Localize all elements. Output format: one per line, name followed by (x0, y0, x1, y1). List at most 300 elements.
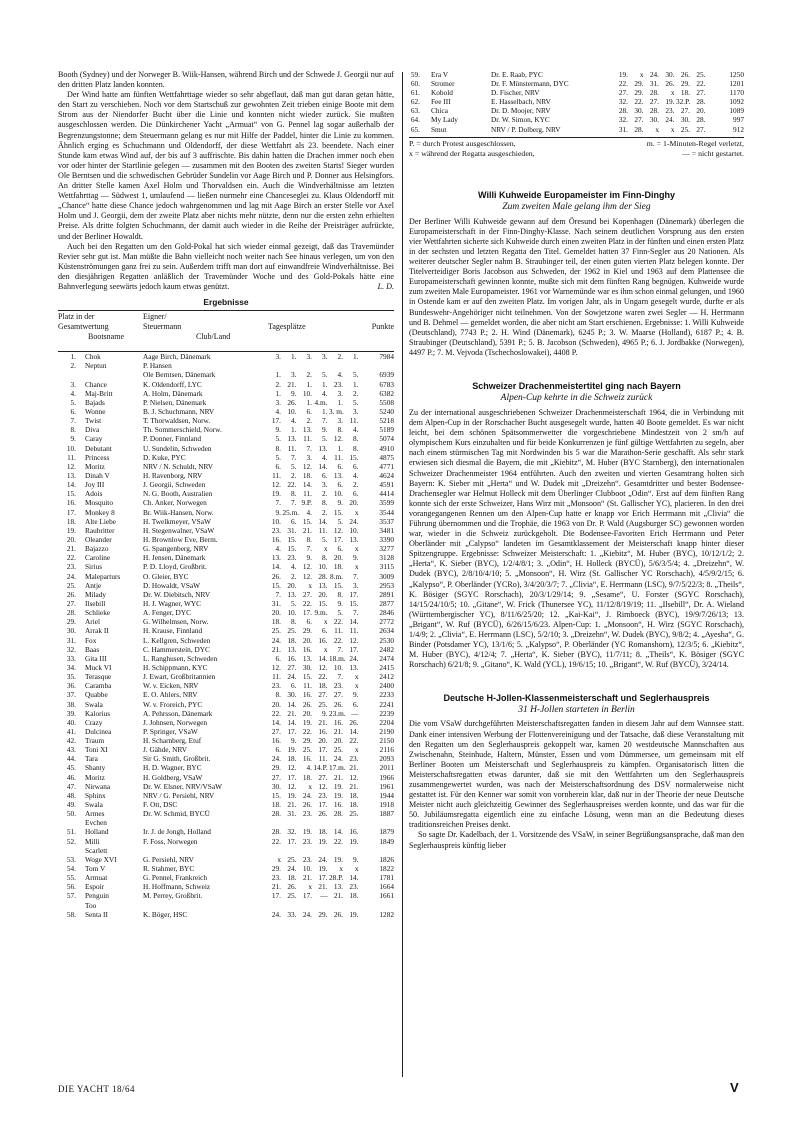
owner-cell: O. Gleier, BYC (143, 571, 189, 581)
day-place-cell: 22. (333, 836, 343, 846)
rank-cell: 51. (66, 827, 76, 837)
day-place-cell: 19. (349, 909, 359, 919)
owner-cell: NRV / G. Persiehl, NRV (143, 790, 215, 800)
rank-cell: 31. (66, 635, 76, 645)
day-place-cell: 15. (333, 580, 343, 590)
table-row (58, 727, 394, 736)
day-place-cell: 5. (337, 516, 343, 526)
table-row (58, 599, 394, 608)
day-place-cell: 30. (302, 662, 312, 672)
points-cell: 1826 (379, 854, 394, 864)
table-row (58, 572, 394, 581)
day-place-cell: 11. (287, 443, 297, 453)
day-place-cell: 5. (322, 534, 328, 544)
day-place-cell: 5. (322, 434, 328, 444)
owner-cell: Dr. W. Simon, KYC (491, 115, 550, 125)
day-place-cell: 7. (337, 644, 343, 654)
boat-name-cell: Stromer (431, 79, 455, 89)
owner-cell: D. Fischer, NRV (491, 88, 540, 98)
rank-cell: 9. (70, 434, 76, 444)
rank-cell: 28. (66, 608, 76, 618)
day-place-cell: 3. (337, 416, 343, 426)
rank-cell: 56. (66, 882, 76, 892)
owner-cell: Ch. Anker, Norwegen (143, 498, 207, 508)
header-eigner: Eigner/ (143, 312, 167, 322)
day-place-cell: 26. (318, 809, 328, 819)
day-place-cell: 15. (302, 672, 312, 682)
day-place-cell: 9. (275, 507, 281, 517)
day-place-cell: 12. (271, 662, 281, 672)
day-place-cell: 17.m. (329, 763, 346, 773)
day-place-cell: 4. (275, 407, 281, 416)
day-place-cell: 19. (287, 790, 297, 800)
day-place-cell: x (323, 617, 328, 627)
schweizer-body: Zu der international ausgeschriebenen Schweizer Drachenmeisterschaft 1964, die in Verbindung mit dem Alpen-Cup in der Rorschacher Bucht ausgesegelt wurde, hatten 40 Boote gemeldet. Es war nicht leicht, bei dem schönen Spätsommerwetter die vorgeschriebene Mindestzeit von 2 sm/h auf olympischem Kurs einzuhalten und für beide Konkurrenzen je fünf gültige Wettfahrten zu segeln, aber nach einem stürmischen Tag mit Nordwinden bis 5 war die Marathon-Serie geschafft. Als sehr stark erwiesen sich diesmal die Bayern, die mit „Kiebitz“, M. Huber (BYC Starnberg), den internationalen Schweizer Drachenmeister 1964 entführten. Auch den zweiten und vierten Gesamtrang holten sich Bayern: K. Sieber mit „Herta“ und W. Dudek mit „Dreizehn“. Gesamtdritter und bester Bodensee-Drachensegler war Helmut Holleck mit dem Überlinger Clubboot „Odin“. Erst auf dem fünften Rang konnte sich der erste Schweizer, Hans Wirz mit „Monsoon“ (St. Gallischer YC), placieren. In den drei vorangegangenen Rennen um den Alpen-Cup hatte er knapp vor Erich Herrmann mit „Clivia“ die Führung übernommen und die Trophäe, die 1963 von Dr. P. Wald (Augsburger SC) gewonnen worden war, wieder in die Schweiz zurückgeholt. Die Bodensee-Favoriten Erich Herrmann und Peter Oberländer mit „Calypso“ landeten im Gesamtklassement der Meisterschaft knapp hinter dieser Spitzengruppe. Ergebnisse: Schweizer Meisterschaft: 1. „Kiebitz“, M. Huber (BYC), 10/12/1/2; 2. „Herta“, K. Sieber (BYC), 1/2/4/8/1; 3. „Odin“, H. Holleck (BYCÜ), 5/6/3/5/4; 4. „Dreizehn“, W. Dudek (BYC), 2/8/10/4/10; 5. „Monsoon“, H. Wirz (St. Gallischer YC Rorschach), 4/5/9/2/15; 6. „Kalypso“, P. Oberländer (YCRo), 3/4/20/3/7; 7. „Clivia“, E. Herrmann (LSC), 9/7/5/22/3; 8. „Theils“, K. Bösiger (SGYC Rorschach), 20/3/1/29/14; 9. „Sesame“, U. Forster (SGYC Rorschach), 14/15/24/10/5; 10. „Gitane“, W. Frick (Thunersee YC), 11/12/8/19/19; 11. „Ilsebill“, Dr. A. Wieland (Württembergischer YC), 8/11/6/25/20; 12. „Kai-Kai“, J. Rimboeck (BYC), 19/9/7/26/13; 13. „Brigant“, W. Ruf (BYCÜ), 6/26/15/6/23. Alpen-Cup: 1. „Monsoon“, H. Wirz (SGYC Rorschach), 1/4/9; 2. „Clivia“, E. Herrmann (LSC), 5/2/10; 3. „Dreizehn“, W. Dudek (BYC), 9/8/2; 4. „Ayesha“, G. Binder (Potsdamer YC), 13/1/6; 5. „Kalypso“, P. Oberländer (YC Romanshorn), 12/3/5; 6. „Kiebitz“, M. Huber (BYC), 4/12/4; 7. „Herta“, K. Sieber (BYC), 11/7/11; 8. „Theils“, K. Bösiger (SGYC Rorschach) 6/21/8; 9. „Gitano“, K. Wald (YCL), 19/6/15; 10. „Brigant“, W. Ruf (BYCÜ), 3/24/14. (409, 407, 744, 670)
kuhweide-headline: Willi Kuhweide Europameister im Finn-Dinghy (478, 189, 675, 200)
day-place-cell: 14. (349, 617, 359, 627)
day-place-cell: 8. (275, 690, 281, 700)
day-place-cell: 1. (337, 443, 343, 453)
day-place-cell: 11. (334, 626, 343, 636)
day-place-cell: 12. (271, 480, 281, 490)
boat-name-cell: Sphinx (85, 790, 106, 800)
day-place-cell: 2. (322, 489, 328, 499)
day-place-cell: 29. (680, 79, 690, 89)
day-place-cell: 8. (337, 425, 343, 435)
boat-name-cell: Penguin (85, 891, 109, 901)
day-place-cell: 26. (271, 571, 281, 581)
day-place-cell: 6. (306, 407, 312, 416)
boat-name-cell: Diva (85, 425, 100, 435)
owner-cell: J. Johnsen, Norwegen (143, 717, 208, 727)
table-row (58, 882, 394, 891)
intro-paragraph-1: Booth (Sydney) und der Norweger B. Wiik-Hansen, während Birch und der Schwede J. Georgii nur auf den dritten Platz landen konnten. (58, 70, 394, 90)
day-place-cell: x (639, 70, 644, 79)
day-place-cell: 24. (333, 754, 343, 764)
day-place-cell: 16. (349, 827, 359, 837)
day-place-cell: 27. (318, 772, 328, 782)
table-row (58, 846, 394, 855)
points-cell: 2953 (379, 580, 394, 590)
day-place-cell: 19. (333, 790, 343, 800)
rank-cell: 61. (410, 88, 420, 98)
day-place-cell: 18. (302, 470, 312, 480)
rank-cell: 23. (66, 562, 76, 572)
day-place-cell: 19. (333, 781, 343, 791)
day-place-cell: 5. (291, 461, 297, 471)
owner-cell: NRV / P. Dolberg, NRV (491, 124, 561, 134)
boat-name-cell: Muck VI (85, 662, 112, 672)
points-cell: 1961 (379, 781, 394, 791)
day-place-cell: 15. (302, 516, 312, 526)
table-row (58, 352, 394, 361)
schweizer-subheadline: Alpen-Cup kehrte in die Schweiz zurück (500, 392, 653, 403)
day-place-cell: 6. (337, 461, 343, 471)
day-place-cell: x (670, 88, 675, 98)
day-place-cell: 9. (353, 690, 359, 700)
table-row (58, 654, 394, 663)
rank-cell: 54. (66, 864, 76, 874)
boat-name-cell: Crazy (85, 717, 103, 727)
day-place-cell: 8. (291, 617, 297, 627)
day-place-cell: x (670, 124, 675, 134)
day-place-cell: 15. (287, 544, 297, 554)
day-place-cell: 6. (291, 681, 297, 691)
day-place-cell: 1. (322, 379, 328, 389)
points-cell: 4414 (379, 489, 394, 499)
owner-cell: Th. Sommerschield, Norw. (143, 425, 222, 435)
boat-name-cell: Quabbe (85, 690, 108, 700)
day-place-cell: 22. (318, 672, 328, 682)
day-place-cell: 13. (302, 425, 312, 435)
boat-name-cell: Princess (85, 452, 110, 462)
day-place-cell: 9. (322, 425, 328, 435)
day-place-cell: 31. (287, 525, 297, 535)
day-place-cell: 22. (271, 708, 281, 718)
day-place-cell: 15. (318, 598, 328, 608)
table-row (58, 361, 394, 370)
day-place-cell: 10. (302, 864, 312, 874)
day-place-cell: 24. (649, 70, 659, 79)
day-place-cell: 2. (291, 571, 297, 581)
day-place-cell: 1. (275, 388, 281, 398)
day-place-cell: 5. (291, 598, 297, 608)
day-place-cell: 30. (680, 115, 690, 125)
day-place-cell: 26. (302, 699, 312, 709)
rank-cell: 65. (410, 124, 420, 134)
day-place-cell: 25. (287, 854, 297, 864)
day-place-cell: 26. (333, 699, 343, 709)
owner-cell: G. Wilhelmsen, Norw. (143, 617, 209, 627)
boat-name-cell: Armes (85, 809, 105, 819)
day-place-cell: 17. (302, 608, 312, 618)
boat-name-cell: Chance (85, 379, 107, 389)
table-row (58, 745, 394, 754)
right-column (409, 70, 744, 851)
day-place-cell: 20. (349, 498, 359, 508)
day-place-cell: — (320, 891, 328, 901)
rank-cell: 13. (66, 470, 76, 480)
day-place-cell: 25. (271, 626, 281, 636)
day-place-cell: 8. (322, 553, 328, 563)
day-place-cell: 13. (333, 882, 343, 892)
boat-name-cell: Moritz (85, 772, 105, 782)
day-place-cell: 17. (271, 416, 281, 426)
points-cell: 4624 (379, 470, 394, 480)
owner-cell: R. Stahmer, BYC (143, 864, 195, 874)
owner-cell: H. Hoffmann, Schweiz (143, 882, 211, 892)
table-row (58, 700, 394, 709)
day-place-cell: 29. (271, 864, 281, 874)
boat-name-cell: Monkey 8 (85, 507, 115, 517)
points-cell: 6783 (379, 379, 394, 389)
day-place-cell: 1. (306, 397, 312, 407)
day-place-cell: 29. (302, 736, 312, 746)
owner-cell: Ole Berntsen, Dänemark (143, 370, 216, 380)
hjollen-headline: Deutsche H-Jollen-Klassenmeisterschaft und Seglerhauspreis (443, 693, 710, 704)
owner-cell: Dr. W. Elsner, NRV/VSaW (143, 781, 222, 791)
rank-cell: 39. (66, 708, 76, 718)
day-place-cell: 29. (318, 909, 328, 919)
day-place-cell: 2. (337, 352, 343, 362)
day-place-cell: 11. (318, 754, 328, 764)
boat-name-cell: Wonne (85, 407, 106, 416)
points-cell: 2011 (379, 763, 394, 773)
points-cell: 3544 (379, 507, 394, 517)
day-place-cell: 18. (349, 891, 359, 901)
day-place-cell: 26. (287, 882, 297, 892)
day-place-cell: 28. (271, 809, 281, 819)
boat-name-cell: Evchen (85, 818, 107, 828)
table-row (409, 70, 744, 79)
points-cell: 3009 (379, 571, 394, 581)
day-place-cell: 11. (349, 416, 359, 426)
table-row (58, 380, 394, 389)
owner-cell: W. v. Eicken, NRV (143, 681, 199, 691)
table-row (58, 553, 394, 562)
day-place-cell: 22. (271, 836, 281, 846)
day-place-cell: 25. (349, 809, 359, 819)
day-place-cell: 4. (337, 370, 343, 380)
rank-cell: 57. (66, 891, 76, 901)
boat-name-cell: Maj-Britt (85, 388, 113, 398)
day-place-cell: x (655, 124, 659, 134)
boat-name-cell: Bajads (85, 397, 105, 407)
day-place-cell: 9.P. (301, 498, 312, 508)
day-place-cell: 28. (271, 827, 281, 837)
header-platz-1: Platz in der (58, 312, 95, 322)
day-place-cell: 24. (318, 854, 328, 864)
day-place-cell: 17. (333, 534, 343, 544)
table-row (58, 498, 394, 507)
day-place-cell: 21. (271, 644, 281, 654)
day-place-cell: 33. (287, 909, 297, 919)
day-place-cell: 26. (349, 717, 359, 727)
day-place-cell: 17. (271, 891, 281, 901)
day-place-cell: 1. (322, 407, 328, 416)
owner-cell: G. Pennel, Frankreich (143, 873, 208, 883)
day-place-cell: 8. (353, 434, 359, 444)
day-place-cell: 15. (349, 598, 359, 608)
boat-name-cell: Senta II (85, 909, 108, 919)
boat-name-cell: Moritz (85, 461, 105, 471)
day-place-cell: 5. (322, 370, 328, 380)
day-place-cell: 7. (322, 416, 328, 426)
owner-cell: E. Hasselbach, NRV (491, 97, 551, 107)
rank-cell: 58. (66, 909, 76, 919)
table-row (58, 407, 394, 416)
table-row (58, 891, 394, 900)
hjollen-subheadline: 31 H-Jollen starteten in Berlin (518, 705, 635, 716)
day-place-cell: 28. (649, 88, 659, 98)
rank-cell: 18. (66, 516, 76, 526)
day-place-cell: 28. (634, 124, 644, 134)
day-place-cell: 9. (337, 498, 343, 508)
rank-cell: 40. (66, 717, 76, 727)
day-place-cell: 18. (333, 562, 343, 572)
points-cell: 1282 (379, 909, 394, 919)
day-place-cell: 4. (306, 763, 312, 773)
day-place-cell: 2. (306, 370, 312, 380)
points-cell: 2412 (379, 672, 394, 682)
owner-cell: H. Ravenborg, NRV (143, 470, 203, 480)
day-place-cell: x (323, 644, 328, 654)
rank-cell: 36. (66, 681, 76, 691)
day-place-cell: 4. (291, 562, 297, 572)
owner-cell: E. O. Ahlers, NRV (143, 690, 198, 700)
points-cell: 3390 (379, 534, 394, 544)
owner-cell: G. Persiehl, NRV (143, 854, 194, 864)
points-cell: 2204 (379, 717, 394, 727)
table-row (58, 855, 394, 864)
day-place-cell: 3. (291, 370, 297, 380)
day-place-cell: 5. (275, 452, 281, 462)
day-place-cell: 13. (318, 580, 328, 590)
day-place-cell: 11. (334, 452, 343, 462)
day-place-cell: 3. (306, 452, 312, 462)
day-place-cell: 22. (333, 635, 343, 645)
table-row (58, 453, 394, 462)
points-cell: 5240 (379, 407, 394, 416)
day-place-cell: 3. m. (329, 407, 344, 416)
day-place-cell: 3. (306, 352, 312, 362)
day-place-cell: 24. (271, 635, 281, 645)
points-cell: 1822 (379, 864, 394, 874)
day-place-cell: 26. (302, 800, 312, 810)
day-place-cell: 10. (287, 608, 297, 618)
kuhweide-body: Der Berliner Willi Kuhweide gewann auf dem Öresund bei Kopenhagen (Dänemark) überlegen die Europameisterschaft in der Finn-Dinghy-Klasse. Nach seinem deutlichen Vorsprung aus den ersten vier Wettfahrten sicherte sich Kuhweide durch einen zweiten Platz in der fünften und einen ersten Platz in der sechsten und letzten Regatta den Titel. Gemeldet hatten 37 Finn-Segler aus 20 Nationen. Als weiterer deutscher Segler nahm B. Straubinger teil, der einen guten vierten Platz belegen konnte. Der Titelverteidiger Boris Jacobson aus Schweden, der 1962 in Kiel und 1963 auf dem Plattensee die Europameisterschaft gewinnen konnte, mußte sich mit dem fünften Rang begnügen. Kuhweide wurde zum zweiten Male Europameister. 1961 vor Warnemünde war es ihm schon einmal gelungen, und 1960 in Ostende kam er auf den zweiten Platz. Im vorigen Jahr, als in Ungarn gesegelt wurde, durfte er als Bundeswehr-Angehöriger nicht teilnehmen. Von der Sowjetzone waren zwei Segler — H. Herrmann und B. Dehmel — gemeldet worden, die aber nicht am Start erschienen. Ergebnisse: 1. Willi Kuhweide (Deutschland), 7743 P.; 2. H. Wind (Dänemark), 6245 P.; 3. W. Maarse (Holland), 6187 P.; 4. B. Straubinger (Deutschland), 5391 P.; 5. B. Jacobson (Schweden), 4965 P.; 6. J. Jordbakke (Norwegen), 4497 P.; 7. M. Vejvoda (Tschechoslowakei), 4408 P. (409, 216, 745, 357)
owner-cell: H. J. Wagner, WYC (143, 598, 202, 608)
rank-cell: 27. (66, 598, 76, 608)
hjollen-body-1: Die vom VSaW durchgeführten Meisterschaftsregatten fanden in diesem Jahr auf dem Wannsee statt. Dank einer intensiven Werbung der Flottenvereinigung und der Tatsache, daß diese Veranstaltung mit den Regatten um den Seglerhauspreis gekoppelt war, kamen 20 westdeutsche Mannschaften aus Zwischenahn, Steinhude, Haltern, Münster, Essen und vom Dümmersee, um gemeinsam mit elf Berliner Booten um Meisterschaft und Seglerhauspreis zu kämpfen. Organisatorisch litten die Meisterschaftsregatten etwas darunter, daß sie mit den Wettfahrten um den Seglerhauspreis zusammengewertet wurden, was nach der Meisterschaftsordnung des DSV normalerweise nicht gestattet ist. Für den Kenner war somit von vornherein klar, daß nur in der Theorie der neue Deutsche Meister nicht auch gleichzeitig Gewinner des Seglerhauspreises werden konnte, und das war für die 50. Jubiläumsregatta eigentlich eine zu einfache Lösung, wenn man an die Bedeutung dieses traditionsreichen Preises denkt. (409, 719, 744, 830)
rank-cell: 44. (66, 754, 76, 764)
table-row (58, 818, 394, 827)
table-row (58, 800, 394, 809)
day-place-cell: 21. (318, 882, 328, 892)
day-place-cell: 16. (302, 690, 312, 700)
day-place-cell: 23. (302, 854, 312, 864)
day-place-cell: 9. (291, 388, 297, 398)
day-place-cell: 21. (349, 763, 359, 773)
day-place-cell: 25. (287, 626, 297, 636)
points-cell: 5218 (379, 416, 394, 426)
day-place-cell: 19. (665, 97, 675, 107)
hjollen-article (409, 692, 744, 850)
owner-cell: F. Foss, Norwegen (143, 836, 198, 846)
owner-cell: H. Brownlow Eve, Berm. (143, 534, 218, 544)
boat-name-cell: Holland (85, 827, 109, 837)
day-place-cell: 6. (275, 745, 281, 755)
day-place-cell: x (277, 854, 281, 864)
boat-name-cell: Twist (85, 416, 102, 426)
day-place-cell: 6. (337, 544, 343, 554)
day-place-cell: 13. (302, 653, 312, 663)
rank-cell: 7. (70, 416, 76, 426)
day-place-cell: 23. (271, 873, 281, 883)
day-place-cell: 11. (272, 672, 281, 682)
points-cell: 2190 (379, 726, 394, 736)
points-cell: 5074 (379, 434, 394, 444)
day-place-cell: 7. (353, 608, 359, 618)
day-place-cell: 25. (696, 70, 706, 79)
day-place-cell: 22. (618, 79, 628, 89)
day-place-cell: 27. (618, 88, 628, 98)
day-place-cell: 18. (680, 88, 690, 98)
table-row (58, 864, 394, 873)
day-place-cell: 10. (333, 662, 343, 672)
rank-cell: 47. (66, 781, 76, 791)
day-place-cell: 12. (349, 772, 359, 782)
day-place-cell: 27. (318, 690, 328, 700)
boat-name-cell: Fox (85, 635, 97, 645)
day-place-cell: 27. (696, 88, 706, 98)
points-cell: 3537 (379, 516, 394, 526)
header-punkte: Punkte (371, 322, 394, 332)
boat-name-cell: Joy III (85, 480, 105, 490)
day-place-cell: 19. (287, 745, 297, 755)
day-place-cell: 20. (271, 699, 281, 709)
points-cell: 5189 (379, 425, 394, 435)
day-place-cell: 2. (275, 379, 281, 389)
day-place-cell: 1. (306, 379, 312, 389)
points-cell: 1944 (379, 790, 394, 800)
day-place-cell: 32. (618, 115, 628, 125)
legend-not-started: — = nicht gestartet. (682, 148, 744, 158)
rank-cell: 64. (410, 115, 420, 125)
table-row (58, 681, 394, 690)
day-place-cell: 13. (271, 553, 281, 563)
day-place-cell: 17. (318, 800, 328, 810)
boat-name-cell: Kobold (431, 88, 453, 98)
day-place-cell: 31. (287, 809, 297, 819)
points-cell: 2877 (379, 598, 394, 608)
points-cell: 2116 (379, 745, 394, 755)
table-row (58, 809, 394, 818)
owner-cell: Dr. D. Moojer, NRV (491, 106, 551, 116)
day-place-cell: 12. (302, 571, 312, 581)
day-place-cell: 15. (287, 534, 297, 544)
day-place-cell: 11. (303, 681, 312, 691)
day-place-cell: 3. (322, 352, 328, 362)
rank-cell: 22. (66, 553, 76, 563)
table-row (58, 370, 394, 379)
day-place-cell: 6. (306, 617, 312, 627)
rank-cell: 24. (66, 571, 76, 581)
day-place-cell: 32. (618, 97, 628, 107)
points-cell: 3128 (379, 553, 394, 563)
rank-cell: 50. (66, 809, 76, 819)
day-place-cell: 30. (634, 106, 644, 116)
day-place-cell: 24. (287, 864, 297, 874)
day-place-cell: 16. (318, 635, 328, 645)
owner-cell: F. Ott, DSC (143, 800, 178, 810)
boat-name-cell: Arrak II (85, 626, 109, 636)
day-place-cell: 30. (665, 70, 675, 79)
rank-cell: 20. (66, 534, 76, 544)
day-place-cell: 23. (333, 681, 343, 691)
day-place-cell: 21. (333, 726, 343, 736)
day-place-cell: 26. (665, 79, 675, 89)
day-place-cell: 8. (291, 489, 297, 499)
rank-cell: 21. (66, 544, 76, 554)
points-cell: 2150 (379, 736, 394, 746)
day-place-cell: 9. (337, 598, 343, 608)
day-place-cell: 21. (287, 379, 297, 389)
day-place-cell: 14. (287, 717, 297, 727)
intro-paragraph-3-text: Auch bei den Regatten um den Gold-Pokal hat sich wieder einmal gezeigt, daß das Travemünder Revier sehr gut ist. Man müßte die Bahn vielleicht noch weiter nach See hinaus verlegen, um von den Küstenströmungen ganz frei zu sein. Außerdem trifft man dort auf einwandfreie Windverhältnisse. Bei den diesjährigen Regatten anläßlich der Travemünder Woche und des Gold-Pokals hätte eine Bahnverlegung seewärts jedoch kaum etwas genützt. (58, 241, 394, 291)
day-place-cell: 1. (353, 379, 359, 389)
day-place-cell: 12. (349, 635, 359, 645)
